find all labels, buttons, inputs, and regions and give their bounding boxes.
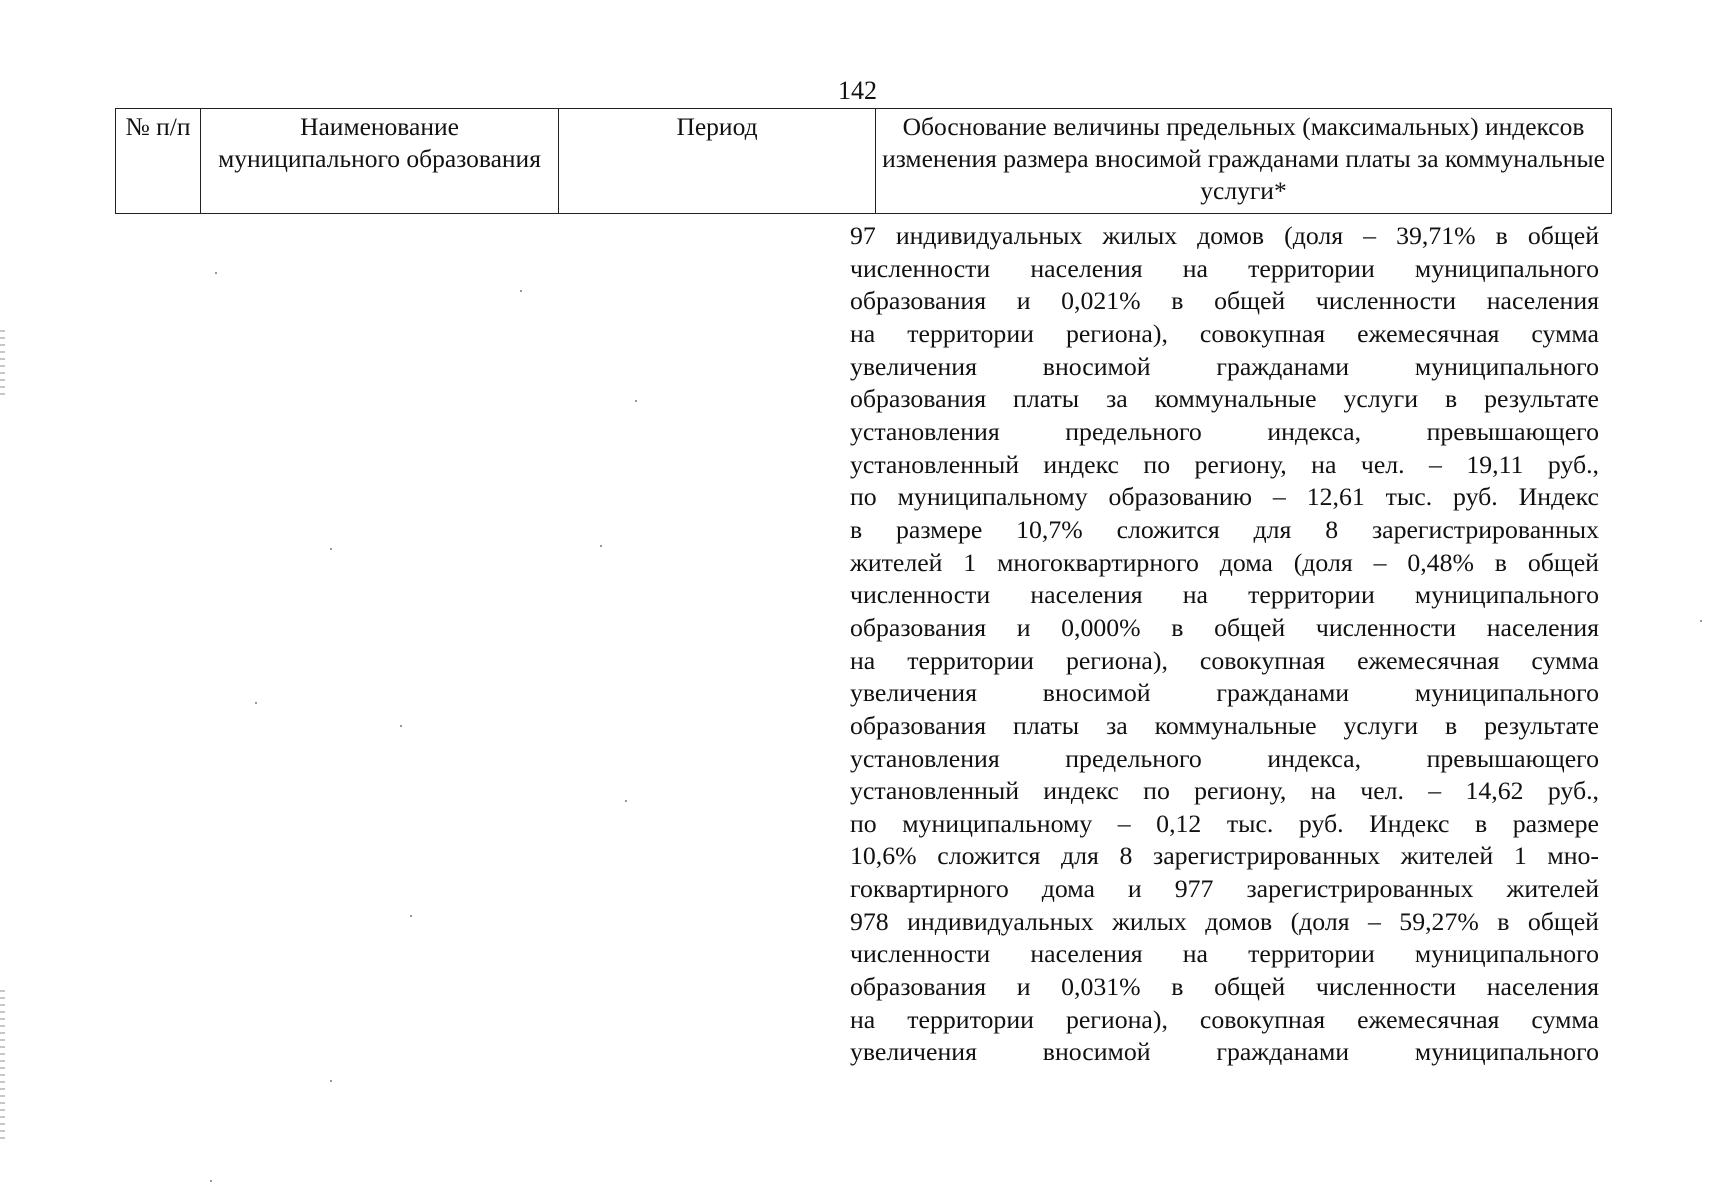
scan-edge-mark (0, 330, 5, 400)
scan-speck (255, 702, 257, 704)
column-header-municipality: Наименование муниципального образования (201, 109, 559, 214)
scan-speck (520, 290, 522, 292)
basis-line: по муниципальному – 0,12 тыс. руб. Индекс в размере (850, 808, 1599, 838)
table-header-row (116, 109, 1612, 214)
basis-line: гоквартирного дома и 977 зарегистрированных жителей (850, 874, 1599, 904)
basis-line: на территории региона), совокупная ежемесячная сумма (850, 1004, 1599, 1034)
basis-line: образования и 0,021% в общей численности населения (850, 286, 1599, 316)
basis-line: в размере 10,7% сложится для 8 зарегистрированных (850, 514, 1599, 544)
basis-line: увеличения вносимой гражданами муниципального (850, 1037, 1599, 1067)
basis-line: численности населения на территории муниципального (850, 580, 1599, 610)
basis-line: установленный индекс по региону, на чел. – 19,11 руб., (850, 449, 1599, 479)
scan-speck (330, 548, 332, 550)
scan-speck (330, 1080, 332, 1082)
scan-speck (1700, 620, 1702, 622)
scan-edge-mark (0, 990, 5, 1140)
scan-speck (635, 400, 637, 402)
basis-line: численности населения на территории муниципального (850, 253, 1599, 283)
basis-line: образования и 0,031% в общей численности населения (850, 972, 1599, 1002)
basis-line: установления предельного индекса, превышающего (850, 743, 1599, 773)
scan-speck (410, 915, 412, 917)
scan-speck (600, 545, 602, 547)
basis-line: численности населения на территории муниципального (850, 939, 1599, 969)
column-header-period: Период (559, 109, 876, 214)
basis-line: 978 индивидуальных жилых домов (доля – 59,27% в общей (850, 906, 1599, 936)
basis-line: увеличения вносимой гражданами муниципального (850, 678, 1599, 708)
scan-speck (400, 725, 402, 727)
basis-line: жителей 1 многоквартирного дома (доля – 0,48% в общей (850, 547, 1599, 577)
column-header-basis: Обоснование величины предельных (максимальных) индексов изменения размера вносимой гражданами платы за коммунальные услуги* (876, 109, 1612, 214)
basis-line: на территории региона), совокупная ежемесячная сумма (850, 645, 1599, 675)
table-header (115, 108, 1612, 214)
scan-speck (210, 1180, 212, 1182)
scan-speck (215, 272, 217, 274)
basis-line: образования и 0,000% в общей численности населения (850, 612, 1599, 642)
scan-speck (625, 800, 627, 802)
basis-line: по муниципальному образованию – 12,61 тыс. руб. Индекс (850, 482, 1599, 512)
basis-line: образования платы за коммунальные услуги в результате (850, 384, 1599, 414)
basis-line: 10,6% сложится для 8 зарегистрированных жителей 1 мно- (850, 841, 1599, 871)
basis-line: на территории региона), совокупная ежемесячная сумма (850, 318, 1599, 348)
basis-line: увеличения вносимой гражданами муниципального (850, 351, 1599, 381)
basis-text (850, 220, 1599, 1069)
basis-line: установления предельного индекса, превышающего (850, 416, 1599, 446)
page-number: 142 (838, 76, 877, 105)
basis-line: образования платы за коммунальные услуги в результате (850, 710, 1599, 740)
basis-line: 97 индивидуальных жилых домов (доля – 39,71% в общей (850, 221, 1599, 250)
basis-line: установленный индекс по региону, на чел. – 14,62 руб., (850, 776, 1599, 806)
column-header-number: № п/п (116, 109, 201, 214)
